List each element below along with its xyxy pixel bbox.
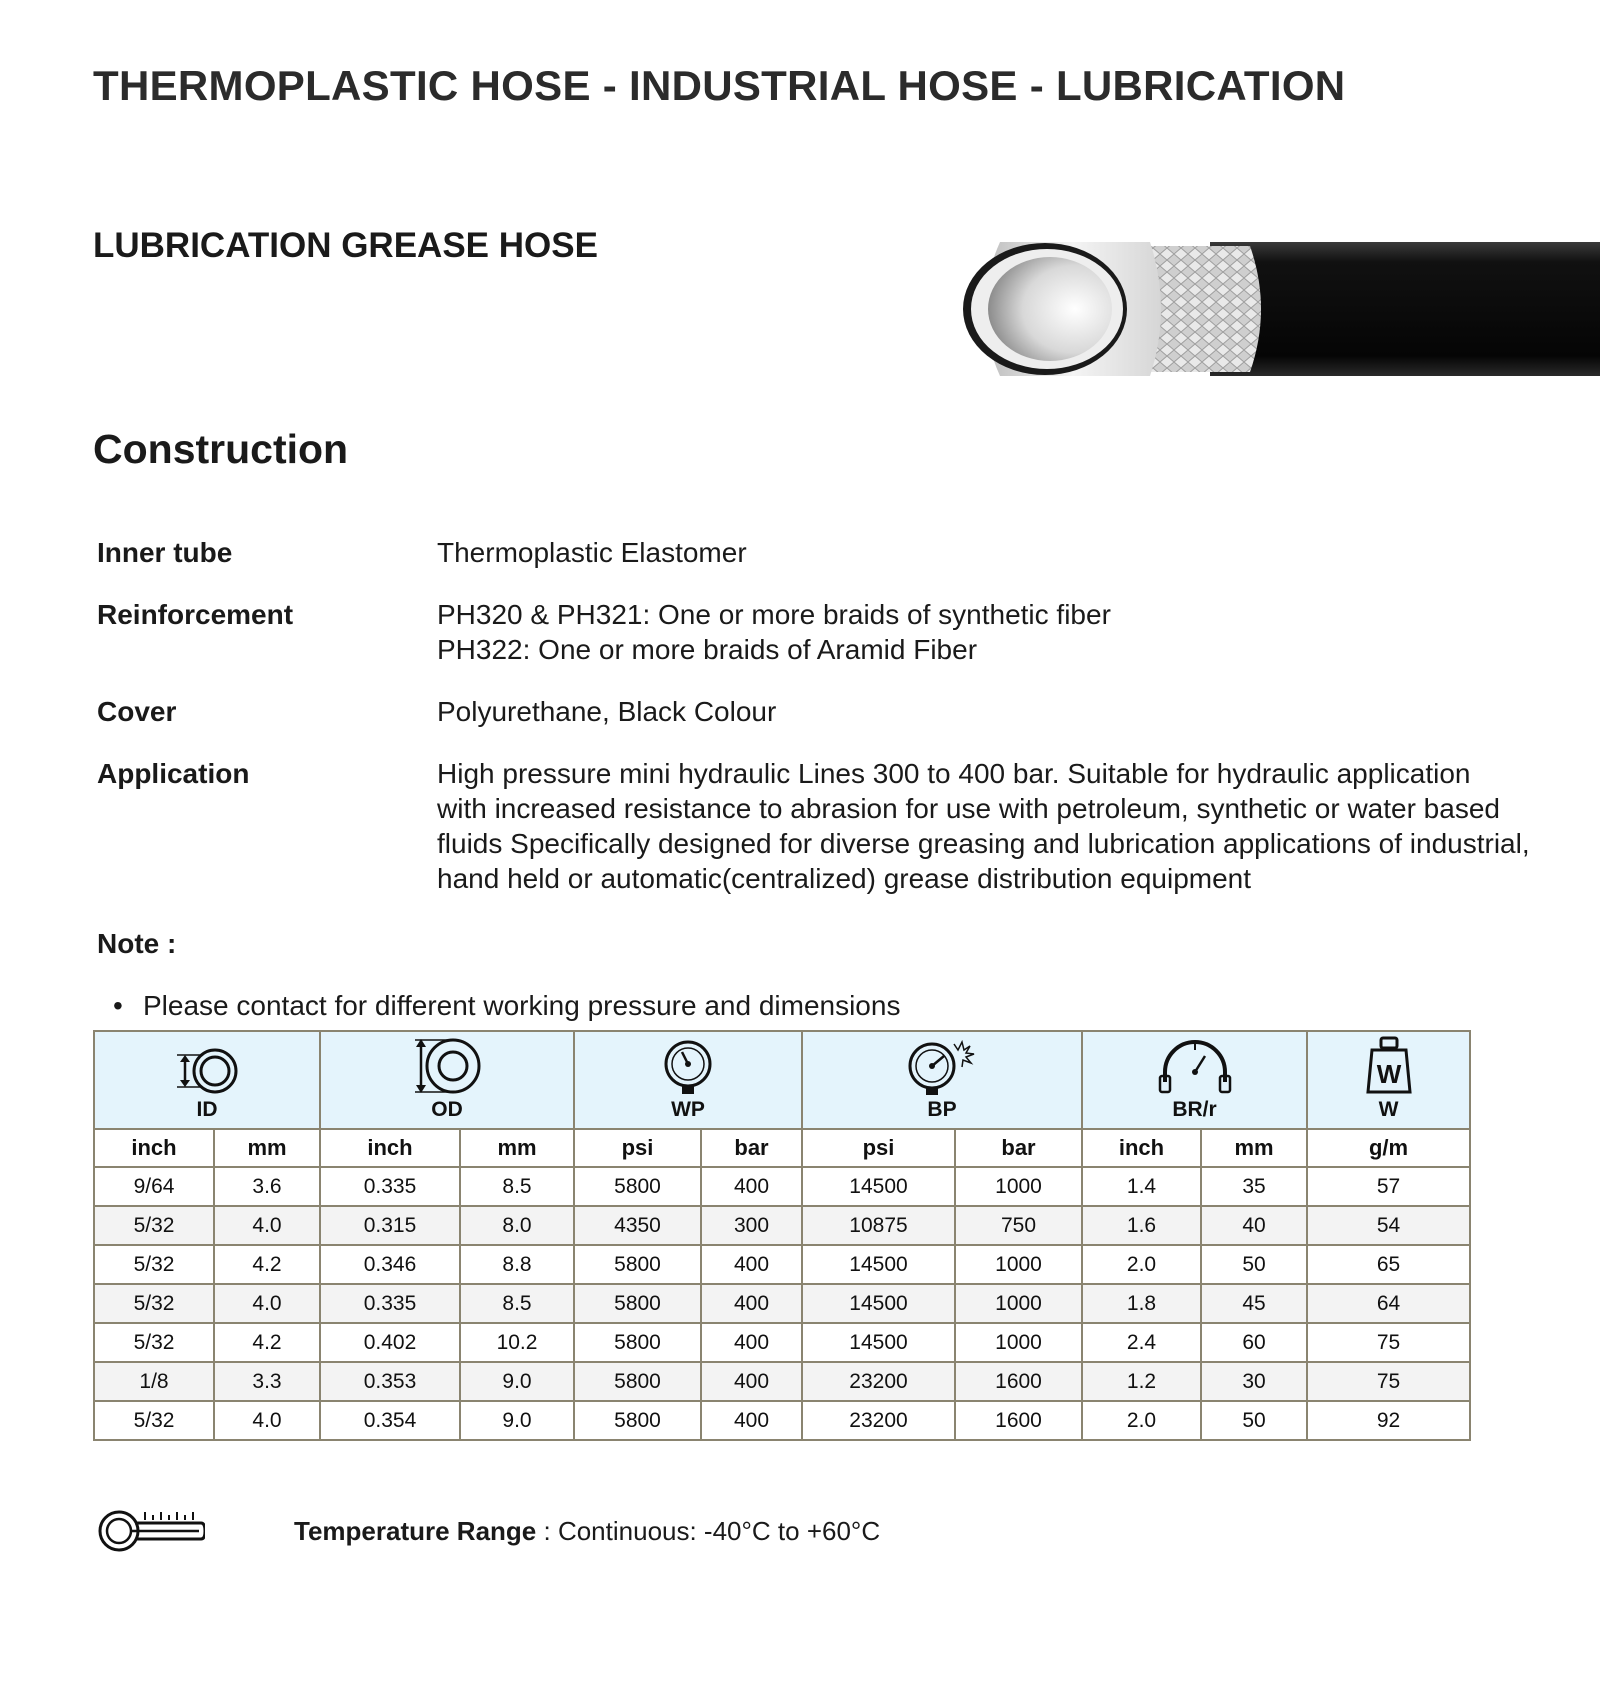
table-cell: 5800	[574, 1245, 701, 1284]
group-label: BP	[927, 1098, 957, 1121]
group-label: W	[1378, 1098, 1399, 1121]
table-cell: 60	[1201, 1323, 1307, 1362]
unit-header: inch	[94, 1129, 214, 1167]
hose-cutaway-image	[950, 236, 1600, 382]
table-cell: 2.0	[1082, 1245, 1201, 1284]
header-w	[1307, 1031, 1470, 1129]
product-subtitle: LUBRICATION GREASE HOSE	[93, 226, 598, 265]
weight-icon	[1364, 1036, 1414, 1096]
table-cell: 0.335	[320, 1284, 460, 1323]
temperature-range	[294, 1516, 880, 1547]
table-cell: 400	[701, 1284, 802, 1323]
table-cell: 0.335	[320, 1167, 460, 1206]
table-cell: 9.0	[460, 1401, 574, 1440]
table-cell: 5/32	[94, 1284, 214, 1323]
page-title: THERMOPLASTIC HOSE - INDUSTRIAL HOSE - LUBRICATION	[93, 62, 1346, 109]
note-text: Please contact for different working pressure and dimensions	[143, 990, 901, 1021]
table-cell: 5800	[574, 1362, 701, 1401]
spec-value-line: Polyurethane, Black Colour	[437, 696, 777, 727]
table-cell: 400	[701, 1401, 802, 1440]
table-cell: 0.354	[320, 1401, 460, 1440]
unit-header: bar	[701, 1129, 802, 1167]
table-cell: 1.2	[1082, 1362, 1201, 1401]
table-cell: 23200	[802, 1362, 955, 1401]
burst-gauge-icon	[904, 1038, 980, 1096]
table-row	[94, 1206, 1470, 1245]
table-cell: 2.0	[1082, 1401, 1201, 1440]
table-row	[94, 1284, 1470, 1323]
table-cell: 1000	[955, 1245, 1082, 1284]
table-cell: 4.0	[214, 1206, 320, 1245]
table-cell: 92	[1307, 1401, 1470, 1440]
table-cell: 2.4	[1082, 1323, 1201, 1362]
table-cell: 3.3	[214, 1362, 320, 1401]
table-cell: 8.5	[460, 1167, 574, 1206]
table-cell: 14500	[802, 1323, 955, 1362]
thermometer-icon	[97, 1508, 205, 1554]
table-cell: 4.2	[214, 1245, 320, 1284]
group-label: BR/r	[1172, 1098, 1217, 1121]
table-cell: 10.2	[460, 1323, 574, 1362]
spec-value-line: with increased resistance to abrasion for use with petroleum, synthetic or water based	[437, 793, 1500, 824]
spec-value-line: PH322: One or more braids of Aramid Fiber	[437, 634, 978, 665]
table-cell: 1000	[955, 1167, 1082, 1206]
table-group-header-row	[94, 1031, 1470, 1129]
table-cell: 5/32	[94, 1206, 214, 1245]
spec-value	[437, 756, 1597, 896]
table-cell: 50	[1201, 1245, 1307, 1284]
unit-header: bar	[955, 1129, 1082, 1167]
table-cell: 300	[701, 1206, 802, 1245]
header-bp	[802, 1031, 1082, 1129]
bend-radius-icon	[1157, 1036, 1233, 1096]
header-wp	[574, 1031, 802, 1129]
table-row	[94, 1362, 1470, 1401]
table-cell: 45	[1201, 1284, 1307, 1323]
table-row	[94, 1323, 1470, 1362]
bullet-icon: •	[113, 990, 123, 1021]
unit-header: mm	[214, 1129, 320, 1167]
table-cell: 0.346	[320, 1245, 460, 1284]
table-cell: 75	[1307, 1362, 1470, 1401]
table-cell: 35	[1201, 1167, 1307, 1206]
table-row	[94, 1167, 1470, 1206]
group-label: OD	[431, 1098, 463, 1121]
table-cell: 1000	[955, 1284, 1082, 1323]
unit-header: mm	[460, 1129, 574, 1167]
spec-value-line: hand held or automatic(centralized) grease distribution equipment	[437, 863, 1252, 894]
temperature-value: : Continuous: -40°C to +60°C	[543, 1516, 881, 1546]
pressure-gauge-icon	[660, 1038, 716, 1096]
table-cell: 8.8	[460, 1245, 574, 1284]
table-cell: 0.315	[320, 1206, 460, 1245]
table-cell: 14500	[802, 1284, 955, 1323]
table-cell: 75	[1307, 1323, 1470, 1362]
table-cell: 400	[701, 1245, 802, 1284]
spec-value-line: Thermoplastic Elastomer	[437, 537, 747, 568]
table-cell: 1.4	[1082, 1167, 1201, 1206]
table-cell: 1000	[955, 1323, 1082, 1362]
table-cell: 750	[955, 1206, 1082, 1245]
unit-header: psi	[802, 1129, 955, 1167]
spec-label: Application	[97, 758, 250, 789]
table-cell: 40	[1201, 1206, 1307, 1245]
spec-value-line: fluids Specifically designed for diverse greasing and lubrication applications of industrial,	[437, 828, 1530, 859]
spec-label: Cover	[97, 696, 177, 727]
construction-heading: Construction	[93, 426, 349, 472]
header-od	[320, 1031, 574, 1129]
table-cell: 5800	[574, 1323, 701, 1362]
unit-header: g/m	[1307, 1129, 1470, 1167]
table-cell: 23200	[802, 1401, 955, 1440]
table-cell: 9/64	[94, 1167, 214, 1206]
svg-text:W: W	[1376, 1059, 1401, 1089]
table-cell: 400	[701, 1167, 802, 1206]
unit-header: psi	[574, 1129, 701, 1167]
spec-value	[437, 694, 1597, 729]
table-cell: 3.6	[214, 1167, 320, 1206]
table-cell: 10875	[802, 1206, 955, 1245]
table-cell: 1/8	[94, 1362, 214, 1401]
header-id	[94, 1031, 320, 1129]
table-cell: 5800	[574, 1284, 701, 1323]
table-cell: 0.402	[320, 1323, 460, 1362]
inner-diameter-icon	[171, 1046, 243, 1096]
table-cell: 14500	[802, 1245, 955, 1284]
table-cell: 9.0	[460, 1362, 574, 1401]
table-cell: 5/32	[94, 1401, 214, 1440]
table-row	[94, 1401, 1470, 1440]
group-label: WP	[671, 1098, 705, 1121]
unit-header: mm	[1201, 1129, 1307, 1167]
table-cell: 400	[701, 1323, 802, 1362]
table-cell: 5800	[574, 1167, 701, 1206]
spec-value-line: PH320 & PH321: One or more braids of synthetic fiber	[437, 599, 1111, 630]
spec-label: Reinforcement	[97, 599, 294, 630]
unit-header: inch	[320, 1129, 460, 1167]
table-cell: 65	[1307, 1245, 1470, 1284]
table-body	[94, 1167, 1470, 1440]
table-cell: 5/32	[94, 1323, 214, 1362]
table-cell: 54	[1307, 1206, 1470, 1245]
table-cell: 5800	[574, 1401, 701, 1440]
spec-value	[437, 535, 1597, 570]
table-cell: 30	[1201, 1362, 1307, 1401]
table-cell: 1600	[955, 1401, 1082, 1440]
table-cell: 1600	[955, 1362, 1082, 1401]
table-cell: 4.0	[214, 1401, 320, 1440]
spec-value-line: High pressure mini hydraulic Lines 300 to 400 bar. Suitable for hydraulic application	[437, 758, 1471, 789]
note-label: Note :	[97, 928, 177, 959]
table-cell: 4350	[574, 1206, 701, 1245]
table-cell: 64	[1307, 1284, 1470, 1323]
table-cell: 5/32	[94, 1245, 214, 1284]
table-cell: 14500	[802, 1167, 955, 1206]
table-cell: 8.0	[460, 1206, 574, 1245]
table-cell: 0.353	[320, 1362, 460, 1401]
table-row	[94, 1245, 1470, 1284]
table-cell: 8.5	[460, 1284, 574, 1323]
spec-value	[437, 597, 1597, 667]
table-cell: 4.0	[214, 1284, 320, 1323]
outer-diameter-icon	[411, 1036, 483, 1096]
note-item	[113, 990, 900, 1022]
table-cell: 50	[1201, 1401, 1307, 1440]
group-label: ID	[196, 1098, 218, 1121]
unit-header: inch	[1082, 1129, 1201, 1167]
table-cell: 4.2	[214, 1323, 320, 1362]
table-unit-header-row	[94, 1129, 1470, 1167]
specification-table	[93, 1030, 1471, 1441]
table-cell: 57	[1307, 1167, 1470, 1206]
table-cell: 1.6	[1082, 1206, 1201, 1245]
table-cell: 400	[701, 1362, 802, 1401]
header-br	[1082, 1031, 1307, 1129]
temperature-label: Temperature Range	[294, 1516, 537, 1546]
table-cell: 1.8	[1082, 1284, 1201, 1323]
spec-label: Inner tube	[97, 537, 233, 568]
